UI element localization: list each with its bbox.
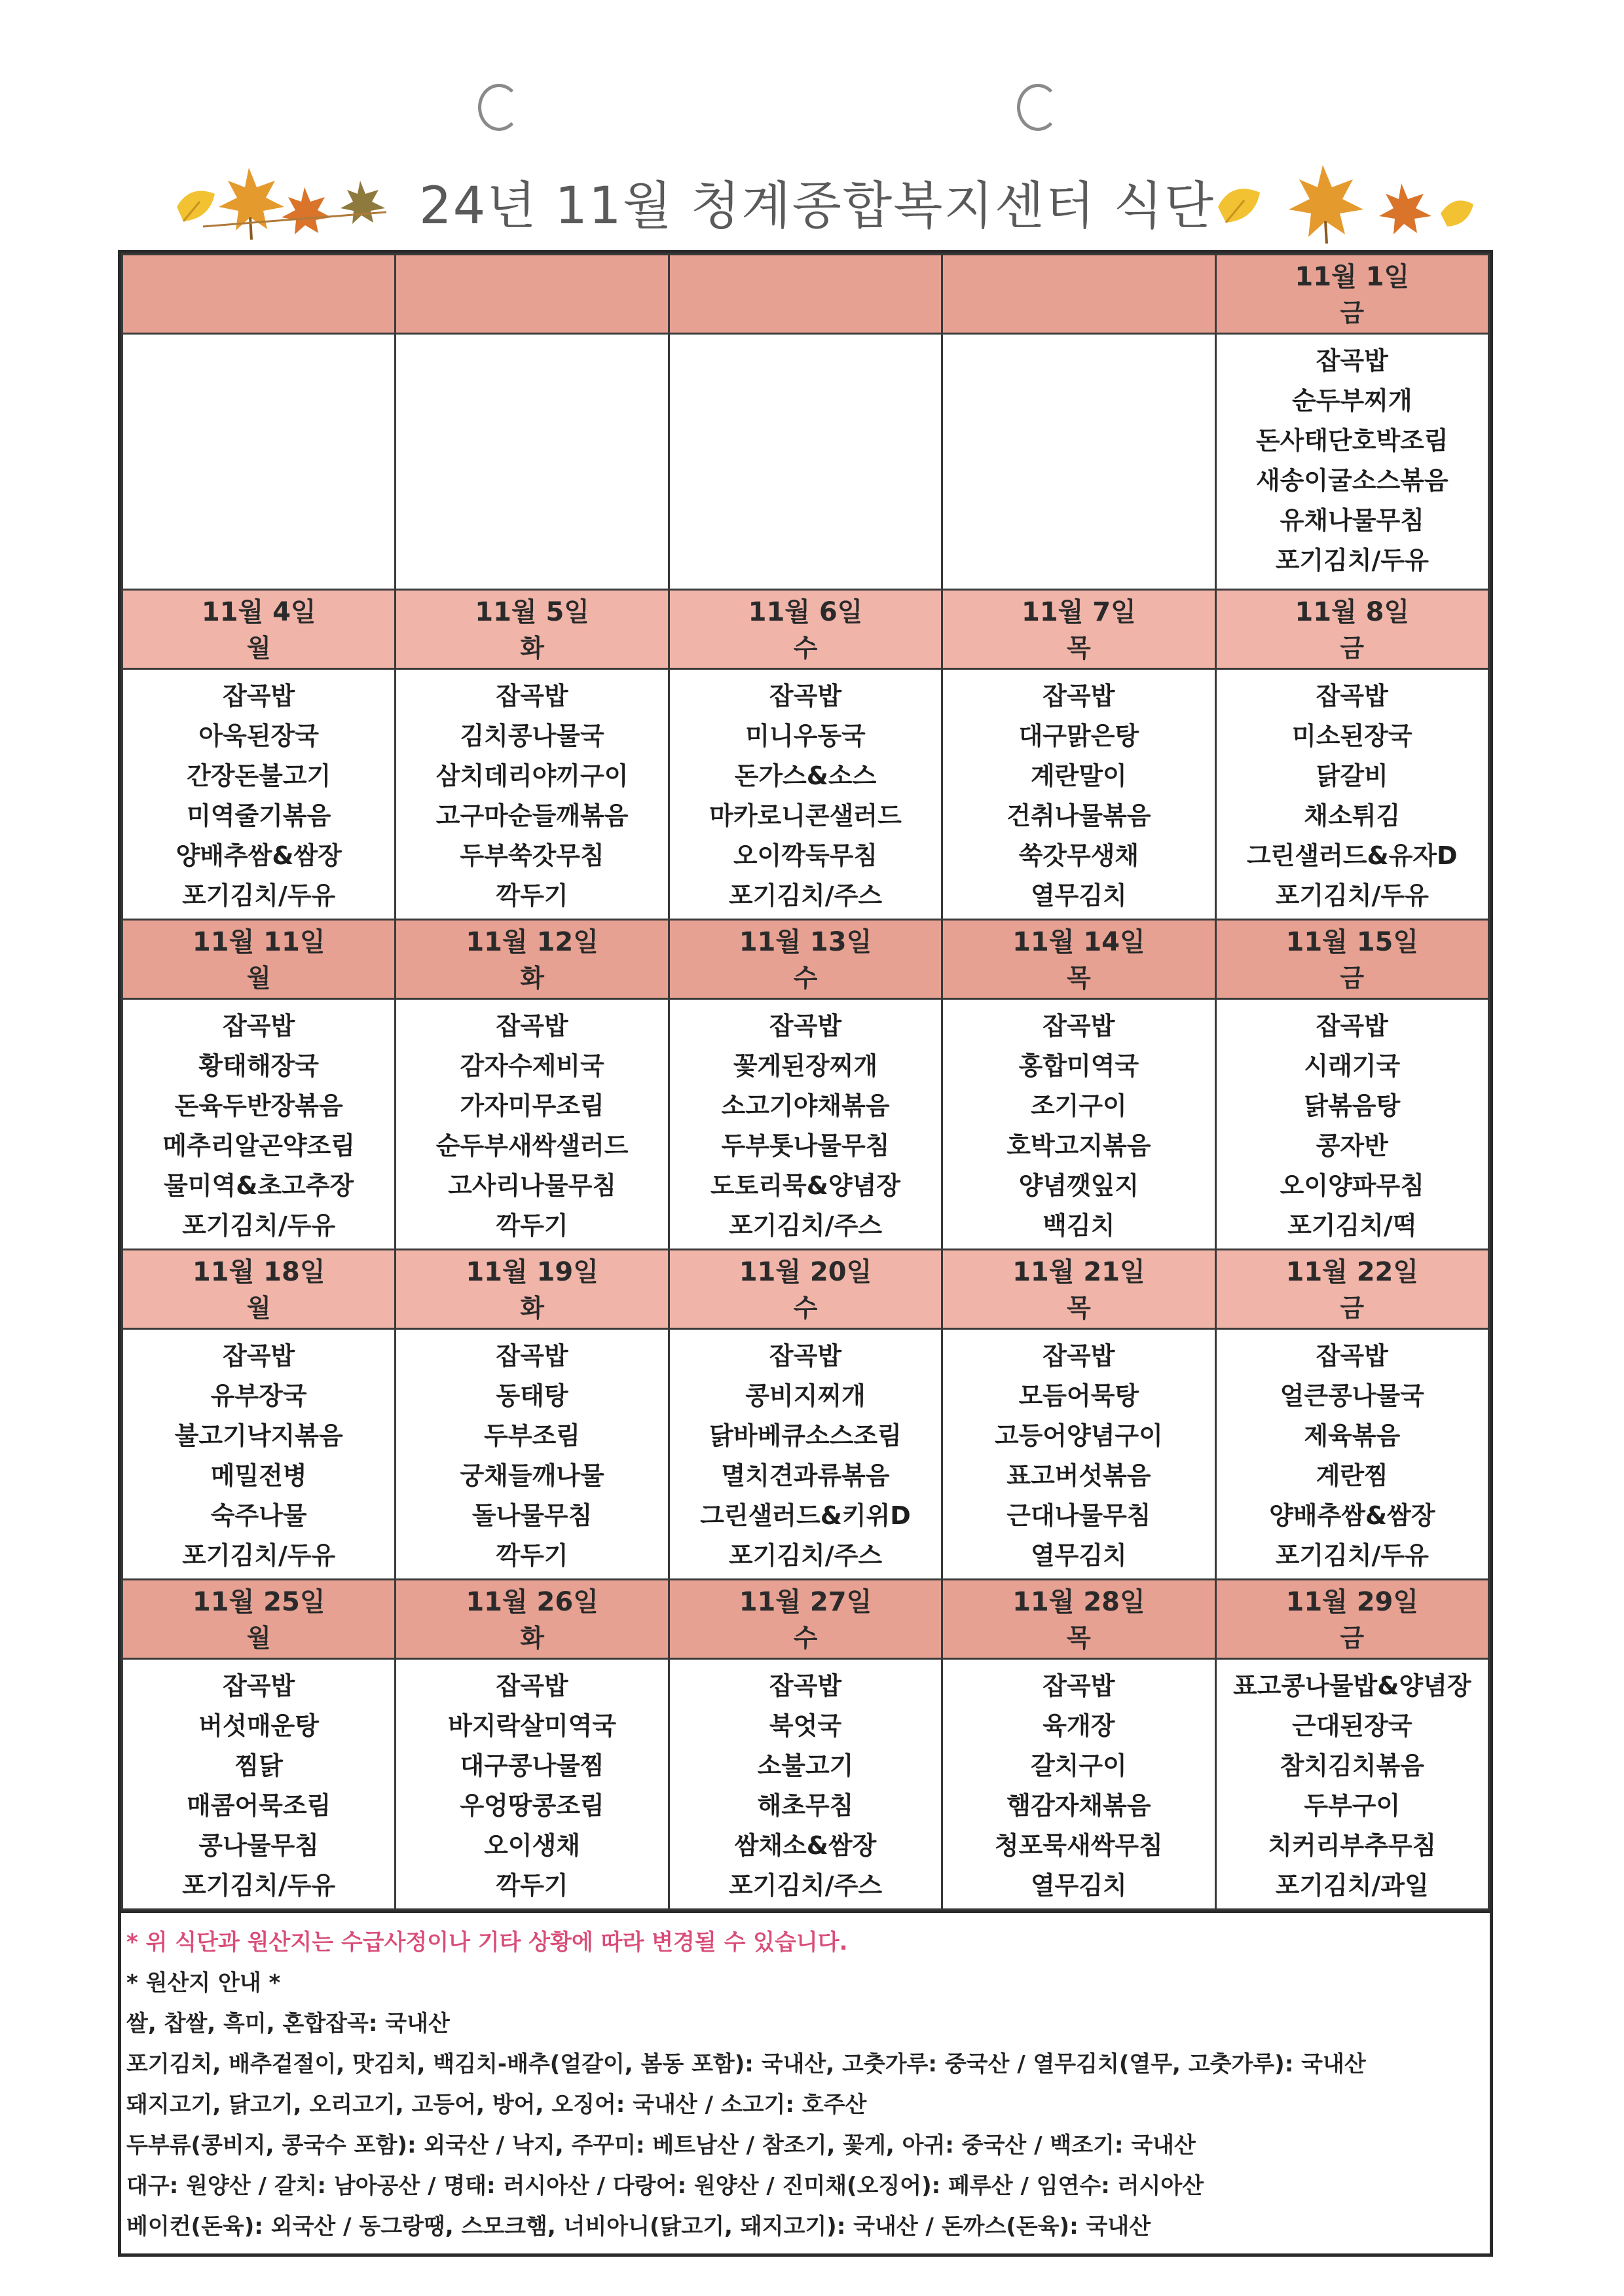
meal-item: 열무김치 <box>1030 1871 1127 1900</box>
meal-cell <box>122 999 396 1250</box>
meal-cell <box>942 1659 1215 1910</box>
meal-cell <box>122 1329 396 1580</box>
meal-cell <box>122 334 396 590</box>
meal-cell <box>669 999 942 1250</box>
day-header-cell <box>396 1250 669 1329</box>
meal-list <box>396 1336 667 1576</box>
meal-cell <box>396 334 669 590</box>
meal-item: 잡곡밥 <box>496 1011 568 1040</box>
meal-item: 미니우동국 <box>745 721 866 750</box>
meal-item: 근대된장국 <box>1292 1711 1412 1740</box>
meal-item: 잡곡밥 <box>223 1341 295 1370</box>
day-header-cell <box>1215 920 1488 999</box>
maple-leaf-icon <box>282 187 331 234</box>
meal-item: 표고콩나물밥&양념장 <box>1233 1671 1471 1700</box>
meal-item: 닭볶음탕 <box>1304 1091 1401 1120</box>
day-header-cell <box>669 920 942 999</box>
meal-item: 잡곡밥 <box>1316 682 1388 710</box>
meal-item: 숙주나물 <box>210 1501 307 1530</box>
meal-item: 대구맑은탕 <box>1018 721 1139 750</box>
meal-item: 포기김치/두유 <box>182 1871 336 1900</box>
meal-item: 꽃게된장찌개 <box>733 1051 878 1080</box>
meal-cell <box>942 1329 1215 1580</box>
meal-item: 가자미무조림 <box>460 1091 604 1120</box>
day-header-row <box>122 255 1489 334</box>
meal-item: 참치김치볶음 <box>1280 1751 1424 1780</box>
meal-item: 돈사태단호박조림 <box>1255 426 1449 455</box>
meal-item: 닭갈비 <box>1316 761 1388 790</box>
meal-item: 간장돈불고기 <box>187 761 331 790</box>
meal-item: 잡곡밥 <box>769 682 842 710</box>
meal-item: 건취나물볶음 <box>1006 801 1151 830</box>
meal-item: 잡곡밥 <box>223 1011 295 1040</box>
day-weekday: 월 <box>246 1624 271 1652</box>
meal-item: 새송이굴소스볶음 <box>1255 466 1449 495</box>
meal-item: 잡곡밥 <box>496 1671 568 1700</box>
meal-item: 쑥갓무생채 <box>1018 841 1139 870</box>
day-date: 11월 25일 <box>192 1587 325 1617</box>
meal-item: 매콤어묵조림 <box>187 1791 331 1820</box>
meal-item: 메밀전병 <box>210 1461 307 1490</box>
day-header-cell <box>942 590 1215 669</box>
meal-item: 순두부새싹샐러드 <box>435 1131 629 1160</box>
meal-item: 유채나물무침 <box>1280 506 1424 535</box>
meal-item: 깍두기 <box>496 881 568 910</box>
day-header-cell <box>396 920 669 999</box>
meal-item: 열무김치 <box>1030 881 1127 910</box>
meal-list <box>396 676 667 916</box>
meal-list <box>943 676 1214 916</box>
meal-item: 갈치구이 <box>1030 1751 1127 1780</box>
meal-cell <box>942 669 1215 920</box>
warning-note: * 위 식단과 원산지는 수급사정이나 기타 상황에 따라 변경될 수 있습니다. <box>126 1929 848 1956</box>
day-weekday: 수 <box>793 1294 818 1322</box>
meal-item: 물미역&초고추장 <box>164 1171 354 1200</box>
meal-cell <box>942 999 1215 1250</box>
meal-item: 포기김치/두유 <box>182 1541 336 1570</box>
menu-table <box>121 253 1490 1910</box>
meal-item: 삼치데리야끼구이 <box>435 761 629 790</box>
meal-item: 고구마순들깨볶음 <box>435 801 629 830</box>
meal-item: 육개장 <box>1043 1711 1115 1740</box>
meal-item: 포기김치/두유 <box>182 1211 336 1240</box>
meal-item: 잡곡밥 <box>496 682 568 710</box>
day-header-cell <box>1215 1580 1488 1659</box>
meal-item: 포기김치/두유 <box>1275 1541 1429 1570</box>
day-header-cell <box>669 1580 942 1659</box>
meal-item: 잡곡밥 <box>496 1341 568 1370</box>
day-weekday: 월 <box>246 634 271 663</box>
day-date: 11월 27일 <box>739 1587 872 1617</box>
meal-item: 유부장국 <box>210 1381 307 1410</box>
meal-list <box>670 1336 941 1576</box>
meal-cell <box>396 999 669 1250</box>
meal-item: 오이양파무침 <box>1280 1171 1424 1200</box>
meal-cell <box>396 1329 669 1580</box>
ginkgo-leaf-icon <box>1218 189 1260 223</box>
meal-item: 버섯매운탕 <box>198 1711 319 1740</box>
meal-item: 멸치견과류볶음 <box>721 1461 890 1490</box>
meal-item: 돌나물무침 <box>471 1501 593 1530</box>
meal-item: 그린샐러드&키위D <box>700 1501 911 1530</box>
meal-item: 북엇국 <box>769 1711 842 1740</box>
meal-item: 잡곡밥 <box>1043 682 1115 710</box>
meal-item: 고사리나물무침 <box>448 1171 617 1200</box>
day-weekday: 금 <box>1340 964 1365 993</box>
day-date: 11월 6일 <box>748 597 863 627</box>
meal-item: 양념깻잎지 <box>1018 1171 1139 1200</box>
meal-cell <box>396 669 669 920</box>
meal-item: 황태해장국 <box>198 1051 319 1080</box>
meal-item: 잡곡밥 <box>1043 1011 1115 1040</box>
meal-item: 두부톳나물무침 <box>721 1131 890 1160</box>
maple-leaf-icon <box>219 168 284 240</box>
meal-item: 포기김치/과일 <box>1275 1871 1429 1900</box>
day-header-cell <box>942 255 1215 334</box>
day-weekday: 금 <box>1340 634 1365 663</box>
meal-item: 소불고기 <box>757 1751 854 1780</box>
day-header-row <box>122 590 1489 669</box>
meal-item: 소고기야채볶음 <box>721 1091 890 1120</box>
meal-item: 시래기국 <box>1304 1051 1401 1080</box>
meal-list <box>1217 341 1488 581</box>
meal-item: 오이깍둑무침 <box>733 841 878 870</box>
meal-list <box>1217 676 1488 916</box>
day-weekday: 화 <box>520 1294 544 1322</box>
meal-item: 감자수제비국 <box>460 1051 604 1080</box>
meal-item: 마카로니콘샐러드 <box>709 801 902 830</box>
meal-item: 양배추쌈&쌈장 <box>1269 1501 1435 1530</box>
meal-item: 포기김치/주스 <box>728 1211 883 1240</box>
meal-list <box>943 1666 1214 1906</box>
meal-item: 깍두기 <box>496 1871 568 1900</box>
day-date: 11월 7일 <box>1022 597 1136 627</box>
maple-leaf-icon <box>1379 183 1431 234</box>
meal-item: 우엉땅콩조림 <box>460 1791 604 1820</box>
origin-title: * 원산지 안내 * <box>126 1970 281 1996</box>
meal-list <box>943 1006 1214 1246</box>
day-header-cell <box>122 1250 396 1329</box>
origin-line: 대구: 원양산 / 갈치: 남아공산 / 명태: 러시아산 / 다랑어: 원양산 / 진미채(오징어): 페루산 / 임연수: 러시아산 <box>126 2173 1204 2199</box>
day-header-cell <box>122 590 396 669</box>
meal-item: 잡곡밥 <box>1316 1341 1388 1370</box>
ginkgo-leaf-icon <box>1441 200 1473 227</box>
day-header-row <box>122 1580 1489 1659</box>
meal-item: 순두부찌개 <box>1292 386 1412 415</box>
day-date: 11월 26일 <box>466 1587 599 1617</box>
meal-row <box>122 999 1489 1250</box>
meal-item: 아욱된장국 <box>198 721 319 750</box>
day-header-cell <box>396 590 669 669</box>
meal-list <box>123 1336 394 1576</box>
origin-line: 돼지고기, 닭고기, 오리고기, 고등어, 방어, 오징어: 국내산 / 소고기: 호주산 <box>126 2092 867 2118</box>
meal-cell <box>669 334 942 590</box>
meal-item: 두부구이 <box>1304 1791 1401 1820</box>
meal-row <box>122 1329 1489 1580</box>
day-weekday: 수 <box>793 964 818 993</box>
meal-item: 찜닭 <box>234 1751 283 1780</box>
meal-item: 포기김치/주스 <box>728 881 883 910</box>
meal-item: 잡곡밥 <box>769 1671 842 1700</box>
meal-item: 잡곡밥 <box>223 682 295 710</box>
meal-list <box>123 676 394 916</box>
meal-item: 열무김치 <box>1030 1541 1127 1570</box>
day-date: 11월 13일 <box>739 927 872 957</box>
day-header-cell <box>396 255 669 334</box>
meal-list <box>1217 1336 1488 1576</box>
meal-item: 채소튀김 <box>1304 801 1401 830</box>
meal-item: 잡곡밥 <box>769 1341 842 1370</box>
meal-item: 김치콩나물국 <box>460 721 604 750</box>
origin-line: 포기김치, 배추겉절이, 맛김치, 백김치-배추(얼갈이, 봄동 포함): 국내산, 고춧가루: 중국산 / 열무김치(열무, 고춧가루): 국내산 <box>126 2051 1366 2077</box>
meal-item: 호박고지볶음 <box>1006 1131 1151 1160</box>
meal-item: 콩비지찌개 <box>745 1381 866 1410</box>
day-weekday: 화 <box>520 1624 544 1652</box>
day-header-cell <box>396 1580 669 1659</box>
meal-row <box>122 669 1489 920</box>
day-weekday: 금 <box>1340 299 1365 327</box>
meal-cell <box>942 334 1215 590</box>
maple-leaf-icon <box>1289 165 1363 244</box>
meal-item: 잡곡밥 <box>769 1011 842 1040</box>
meal-item: 포기김치/주스 <box>728 1871 883 1900</box>
meal-list <box>670 676 941 916</box>
meal-cell <box>1215 1329 1488 1580</box>
meal-item: 잡곡밥 <box>1043 1671 1115 1700</box>
meal-item: 포기김치/떡 <box>1287 1211 1417 1240</box>
meal-item: 홍합미역국 <box>1018 1051 1139 1080</box>
meal-item: 청포묵새싹무침 <box>994 1831 1163 1860</box>
meal-list <box>670 1006 941 1246</box>
day-header-cell <box>122 920 396 999</box>
meal-item: 돈육두반장볶음 <box>174 1091 343 1120</box>
meal-item: 포기김치/두유 <box>1275 546 1429 575</box>
meal-item: 잡곡밥 <box>1316 1011 1388 1040</box>
day-weekday: 금 <box>1340 1294 1365 1322</box>
day-date: 11월 1일 <box>1295 262 1410 292</box>
origin-line: 두부류(콩비지, 콩국수 포함): 외국산 / 낙지, 주꾸미: 베트남산 / 참조기, 꽃게, 아귀: 중국산 / 백조기: 국내산 <box>126 2132 1196 2159</box>
day-date: 11월 8일 <box>1295 597 1410 627</box>
day-date: 11월 11일 <box>192 927 325 957</box>
page-title: 24년 11월 청계종합복지센터 식단 <box>419 177 1215 236</box>
meal-item: 쌈채소&쌈장 <box>734 1831 877 1860</box>
day-weekday: 목 <box>1067 634 1091 663</box>
autumn-leaves-left <box>164 161 413 246</box>
meal-row <box>122 334 1489 590</box>
meal-item: 메추리알곤약조림 <box>162 1131 356 1160</box>
day-header-cell <box>122 255 396 334</box>
meal-item: 계란찜 <box>1316 1461 1388 1490</box>
meal-item: 동태탕 <box>496 1381 568 1410</box>
maple-leaf-icon <box>341 181 385 224</box>
meal-list <box>943 1336 1214 1576</box>
day-weekday: 화 <box>520 634 544 663</box>
meal-item: 포기김치/두유 <box>1275 881 1429 910</box>
day-weekday: 금 <box>1340 1624 1365 1652</box>
meal-item: 얼큰콩나물국 <box>1280 1381 1424 1410</box>
day-weekday: 수 <box>793 634 818 663</box>
meal-item: 조기구이 <box>1030 1091 1127 1120</box>
ginkgo-leaf-icon <box>177 191 215 222</box>
notes-section <box>121 1910 1490 2253</box>
day-date: 11월 14일 <box>1012 927 1145 957</box>
day-weekday: 목 <box>1067 964 1091 993</box>
meal-list <box>396 1666 667 1906</box>
meal-list <box>670 1666 941 1906</box>
binder-hole <box>478 84 520 131</box>
meal-item: 도토리묵&양념장 <box>710 1171 901 1200</box>
meal-item: 돈가스&소스 <box>734 761 877 790</box>
meal-list <box>123 1006 394 1246</box>
meal-item: 모듬어묵탕 <box>1018 1381 1139 1410</box>
meal-item: 근대나물무침 <box>1006 1501 1151 1530</box>
day-header-cell <box>669 1250 942 1329</box>
meal-cell <box>1215 1659 1488 1910</box>
meal-row <box>122 1659 1489 1910</box>
meal-item: 햄감자채볶음 <box>1006 1791 1151 1820</box>
day-date: 11월 22일 <box>1285 1257 1419 1287</box>
day-date: 11월 29일 <box>1285 1587 1419 1617</box>
meal-item: 그린샐러드&유자D <box>1246 841 1458 870</box>
meal-item: 고등어양념구이 <box>994 1421 1163 1450</box>
day-header-cell <box>1215 1250 1488 1329</box>
day-date: 11월 5일 <box>475 597 589 627</box>
meal-item: 콩나물무침 <box>198 1831 319 1860</box>
meal-item: 포기김치/두유 <box>182 881 336 910</box>
meal-item: 잡곡밥 <box>1316 346 1388 375</box>
meal-item: 제육볶음 <box>1304 1421 1401 1450</box>
day-header-row <box>122 920 1489 999</box>
meal-item: 양배추쌈&쌈장 <box>175 841 342 870</box>
day-date: 11월 28일 <box>1012 1587 1145 1617</box>
meal-item: 깍두기 <box>496 1541 568 1570</box>
meal-item: 계란말이 <box>1030 761 1127 790</box>
day-header-cell <box>669 590 942 669</box>
day-header-row <box>122 1250 1489 1329</box>
meal-list <box>123 1666 394 1906</box>
meal-cell <box>669 1659 942 1910</box>
day-weekday: 화 <box>520 964 544 993</box>
day-header-cell <box>122 1580 396 1659</box>
meal-cell <box>1215 669 1488 920</box>
meal-item: 잡곡밥 <box>223 1671 295 1700</box>
meal-cell <box>1215 334 1488 590</box>
day-date: 11월 18일 <box>192 1257 325 1287</box>
day-weekday: 월 <box>246 964 271 993</box>
origin-line: 베이컨(돈육): 외국산 / 동그랑땡, 스모크햄, 너비아니(닭고기, 돼지고기): 국내산 / 돈까스(돈육): 국내산 <box>126 2214 1151 2240</box>
meal-item: 미소된장국 <box>1292 721 1412 750</box>
day-date: 11월 4일 <box>201 597 316 627</box>
meal-item: 불고기낙지볶음 <box>174 1421 343 1450</box>
meal-item: 대구콩나물찜 <box>460 1751 604 1780</box>
meal-list <box>1217 1006 1488 1246</box>
day-weekday: 목 <box>1067 1624 1091 1652</box>
day-header-cell <box>942 1580 1215 1659</box>
day-header-cell <box>942 1250 1215 1329</box>
binder-hole <box>1017 84 1059 131</box>
meal-cell <box>122 669 396 920</box>
meal-item: 두부조림 <box>484 1421 580 1450</box>
meal-item: 표고버섯볶음 <box>1006 1461 1151 1490</box>
day-header-cell <box>669 255 942 334</box>
meal-item: 치커리부추무침 <box>1268 1831 1437 1860</box>
title-row <box>0 157 1624 255</box>
origin-line: 쌀, 찹쌀, 흑미, 혼합잡곡: 국내산 <box>126 2011 450 2037</box>
day-header-cell <box>1215 590 1488 669</box>
meal-item: 닭바베큐소스조림 <box>709 1421 902 1450</box>
day-header-cell <box>1215 255 1488 334</box>
meal-item: 해초무침 <box>757 1791 854 1820</box>
meal-cell <box>1215 999 1488 1250</box>
meal-cell <box>396 1659 669 1910</box>
meal-item: 오이생채 <box>484 1831 580 1860</box>
autumn-leaves-right <box>1205 161 1480 246</box>
day-date: 11월 20일 <box>739 1257 872 1287</box>
day-date: 11월 19일 <box>466 1257 599 1287</box>
meal-list <box>1217 1666 1488 1906</box>
meal-item: 콩자반 <box>1316 1131 1388 1160</box>
meal-item: 궁채들깨나물 <box>460 1461 604 1490</box>
meal-item: 깍두기 <box>496 1211 568 1240</box>
meal-cell <box>669 1329 942 1580</box>
day-weekday: 월 <box>246 1294 271 1322</box>
meal-item: 미역줄기볶음 <box>187 801 331 830</box>
meal-cell <box>122 1659 396 1910</box>
meal-list <box>396 1006 667 1246</box>
day-weekday: 목 <box>1067 1294 1091 1322</box>
meal-cell <box>669 669 942 920</box>
day-date: 11월 21일 <box>1012 1257 1145 1287</box>
meal-item: 잡곡밥 <box>1043 1341 1115 1370</box>
meal-item: 포기김치/주스 <box>728 1541 883 1570</box>
day-date: 11월 15일 <box>1285 927 1419 957</box>
meal-item: 백김치 <box>1043 1211 1115 1240</box>
day-weekday: 수 <box>793 1624 818 1652</box>
menu-sheet <box>118 250 1493 2257</box>
day-header-cell <box>942 920 1215 999</box>
meal-item: 두부쑥갓무침 <box>460 841 604 870</box>
day-date: 11월 12일 <box>466 927 599 957</box>
meal-item: 바지락살미역국 <box>448 1711 617 1740</box>
